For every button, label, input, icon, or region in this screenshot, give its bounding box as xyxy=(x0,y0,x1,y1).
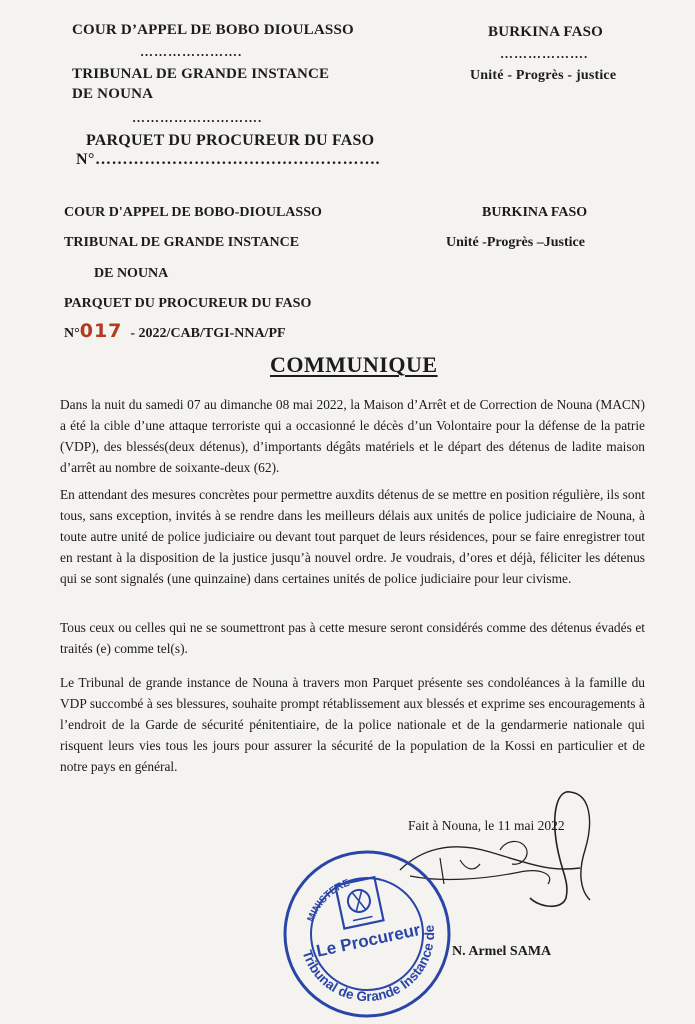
country-name: BURKINA FASO xyxy=(482,205,588,220)
document-title: COMMUNIQUE xyxy=(270,352,438,377)
old-dots-1: …………………. xyxy=(140,44,243,59)
old-court-name: COUR D’APPEL DE BOBO DIOULASSO xyxy=(72,22,354,38)
coat-of-arms-icon xyxy=(335,877,383,928)
paragraph-4: Le Tribunal de grande instance de Nouna à travers mon Parquet présente ses condoléances à la famille du VDP succombé à ses blessures, souhaite prompt rétablissement aux blessés et exprime ses encouragements à l’endroit de la Garde de sécurité pénitentiaire, de la police nationale et de la gendarmerie nationale qui risquent leurs vies tous les jours pour assurer la sécurité de la population de la Kossi en particulier et de notre pays en général. xyxy=(60,675,645,774)
old-tribunal-line1: TRIBUNAL DE GRANDE INSTANCE xyxy=(72,66,330,82)
stamp-top-text: MINISTERE xyxy=(305,877,352,924)
court-name: COUR D'APPEL DE BOBO-DIOULASSO xyxy=(64,205,322,220)
reference-handwritten-number: 017 xyxy=(79,320,123,342)
parquet: PARQUET DU PROCUREUR DU FASO xyxy=(64,296,312,311)
old-motto: Unité - Progrès - justice xyxy=(470,68,617,83)
official-stamp xyxy=(272,842,462,1022)
reference-suffix: - 2022/CAB/TGI-NNA/PF xyxy=(130,326,286,341)
old-parquet: PARQUET DU PROCUREUR DU FASO xyxy=(86,132,375,149)
old-dots-country: ………………. xyxy=(500,46,589,61)
tribunal-line1: TRIBUNAL DE GRANDE INSTANCE xyxy=(64,235,300,250)
signatory-name: N. Armel SAMA xyxy=(452,944,552,959)
old-dots-2: ………………………. xyxy=(132,110,263,125)
stamp-center-text: Le Procureur xyxy=(314,920,423,961)
old-tribunal-line2: DE NOUNA xyxy=(72,86,154,102)
reference-prefix: N° xyxy=(64,326,80,341)
paragraph-3: Tous ceux ou celles qui ne se soumettront pas à cette mesure seront considérés comme des détenus évadés et traités (e) comme tel(s). xyxy=(60,620,645,656)
paragraph-1: Dans la nuit du samedi 07 au dimanche 08 mai 2022, la Maison d’Arrêt et de Correction de Nouna (MACN) a été la cible d’une attaque terroriste qui a occasionné le décès d’un Volontaire pour la défense de la patrie (VDP), des blessés(deux détenus), d’importants dégâts matériels et le départ des détenus de ladite maison d’arrêt au nombre de soixante-deux (62). xyxy=(60,397,645,475)
reference-number xyxy=(64,320,286,342)
old-country-name: BURKINA FASO xyxy=(488,24,604,40)
paragraph-2: En attendant des mesures concrètes pour permettre auxdits détenus de se mettre en position régulière, ils sont tous, sans exception, invités à se rendre dans les meilleurs délais aux unités de police judiciaire de Nouna, à toute autre unité de police judiciaire ou devant tout parquet de leurs résidences, pour se faire enregistrer tout en restant à la disposition de la justice jusqu’à nouvel ordre. Je voudrais, d’ores et déjà, féliciter les détenus qui se sont signalés (une quinzaine) dans certaines unités de police judiciaire pour leur civisme. xyxy=(60,487,645,586)
old-number: N°……………………………………………. xyxy=(76,151,380,168)
stamp-ring-text: Tribunal de Grande Instance de xyxy=(299,924,438,1005)
place-date: Fait à Nouna, le 11 mai 2022 xyxy=(408,818,565,833)
motto: Unité -Progrès –Justice xyxy=(446,235,585,250)
tribunal-line2: DE NOUNA xyxy=(94,266,169,281)
